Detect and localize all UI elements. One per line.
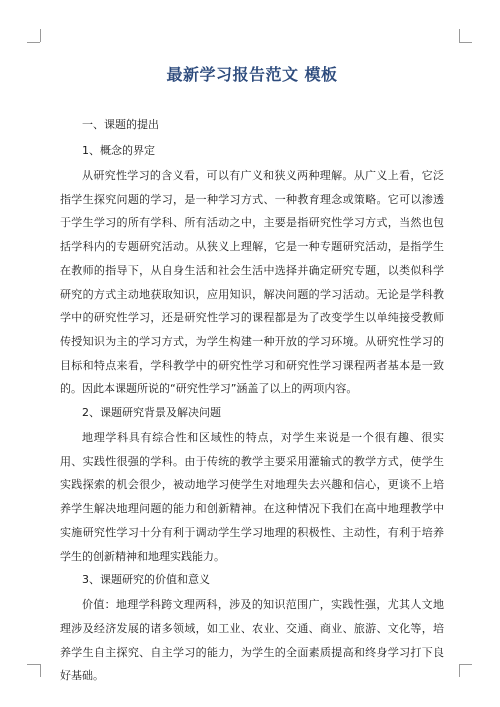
paragraph-value: 价值：地理学科跨文理两科，涉及的知识范围广，实践性强，尤其人文地理涉及经济发展的诸多领域，如工业、农业、交通、商业、旅游、文化等，培养学生自主探究、自主学习的能力，为学生的全面素质提高和终身学习打下良好基础。: [60, 598, 444, 683]
section-heading: 一、课题的提出: [82, 118, 159, 131]
paragraph-concept: 从研究性学习的含义看，可以有广义和狭义两种理解。从广义上看，它泛指学生探究问题的学习，是一种学习方式、一种教育理念或策略。它可以渗透于学生学习的所有学科、所有活动之中，主要是指研究性学习方式，当然也包括学科内的专题研究活动。从狭义上理解，它是一种专题研究活动，是指学生在教师的指导下，从自身生活和社会生活中选择并确定研究专题，以类似科学研究的方式主动地获取知识，应用知识，解决问题的学习活动。无论是学科教学中的研究性学习，还是研究性学习的课程都是为了改变学生以单纯接受教师传授知识为主的学习方式，为学生构建一种开放的学习环境。从研究性学习的目标和特点来看，学科教学中的研究性学习和研究性学习课程两者基本是一致的。因此本课题所说的“研究性学习”涵盖了以上的两项内容。: [60, 169, 444, 396]
corner-mark-line: [27, 42, 40, 43]
document-title: 最新学习报告范文 模板: [166, 65, 338, 84]
corner-mark-line: [27, 664, 40, 665]
document-body: [60, 60, 444, 688]
corner-mark-line: [459, 664, 472, 665]
subsection-heading-value: 3、课题研究的价值和意义: [82, 573, 210, 587]
corner-mark-line: [40, 664, 41, 677]
subsection-heading-background: 2、课题研究背景及解决问题: [82, 406, 221, 420]
corner-mark-line: [459, 42, 472, 43]
corner-mark-line: [40, 29, 41, 42]
corner-mark-line: [459, 29, 460, 42]
paragraph-background: 地理学科具有综合性和区域性的特点，对学生来说是一个很有趣、很实用、实践性很强的学科。由于传统的教学主要采用灌输式的教学方式，使学生实践探索的机会很少，被动地学习使学生对地理失去兴趣和信心，更谈不上培养学生解决地理问题的能力和创新精神。在这种情况下我们在高中地理教学中实施研究性学习十分有利于调动学生学习地理的积极性、主动性，有利于培养学生的创新精神和地理实践能力。: [60, 431, 444, 563]
corner-mark-line: [459, 664, 460, 677]
subsection-heading-concept: 1、概念的界定: [82, 144, 155, 157]
